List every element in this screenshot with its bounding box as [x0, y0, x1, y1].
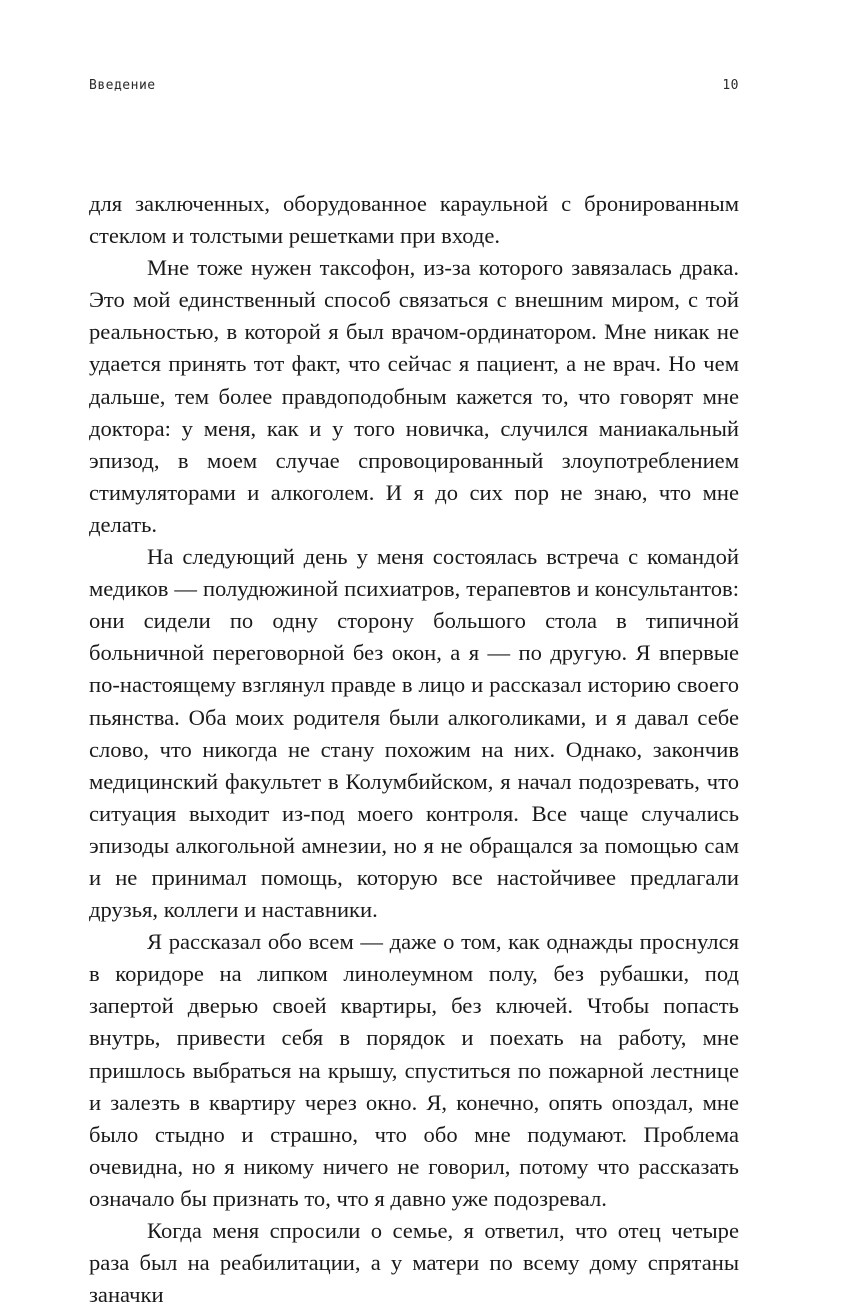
paragraph: На следующий день у меня состоялась встреча с командой медиков — полудюжиной психиатров, терапевтов и консультантов: они сидели по одну сторону большого стола в типичной больничной переговорной без окон, а я — по другую. Я впервые по-настоящему взглянул правде в лицо и рассказал историю своего пьянства. Оба моих родителя были алкоголиками, и я давал себе слово, что никогда не стану похожим на них. Однако, закончив медицинский факультет в Колумбийском, я начал подозревать, что ситуация выходит из-под моего контроля. Все чаще случались эпизоды алкогольной амнезии, но я не обращался за помощью сам и не принимал помощь, которую все настойчивее предлагали друзья, коллеги и наставники. [89, 544, 739, 923]
paragraph: Когда меня спросили о семье, я ответил, что отец четыре раза был на реабилитации, а у матери по всему дому спрятаны заначки [89, 1218, 739, 1308]
running-header [89, 74, 739, 96]
page-number: 10 [722, 77, 739, 93]
paragraph-continuation: для заключенных, оборудованное караульной с бронированным стеклом и толстыми решетками при входе. [89, 191, 739, 249]
section-title: Введение [89, 77, 156, 93]
body-text [89, 188, 739, 1311]
paragraph: Я рассказал обо всем — даже о том, как однажды проснулся в коридоре на липком линолеумном полу, без рубашки, под запертой дверью своей квартиры, без ключей. Чтобы попасть внутрь, привести себя в порядок и поехать на работу, мне пришлось выбраться на крышу, спуститься по пожарной лестнице и залезть в квартиру через окно. Я, конечно, опять опоздал, мне было стыдно и страшно, что обо мне подумают. Проблема очевидна, но я никому ничего не говорил, потому что рассказать означало бы признать то, что я давно уже подозревал. [89, 929, 739, 1211]
paragraph: Мне тоже нужен таксофон, из-за которого завязалась драка. Это мой единственный способ связаться с внешним миром, с той реальностью, в которой я был врачом-ординатором. Мне никак не удается принять тот факт, что сейчас я пациент, а не врач. Но чем дальше, тем более правдоподобным кажется то, что говорят мне доктора: у меня, как и у того новичка, случился маниакальный эпизод, в моем случае спровоцированный злоупотреблением стимуляторами и алкоголем. И я до сих пор не знаю, что мне делать. [89, 255, 739, 537]
